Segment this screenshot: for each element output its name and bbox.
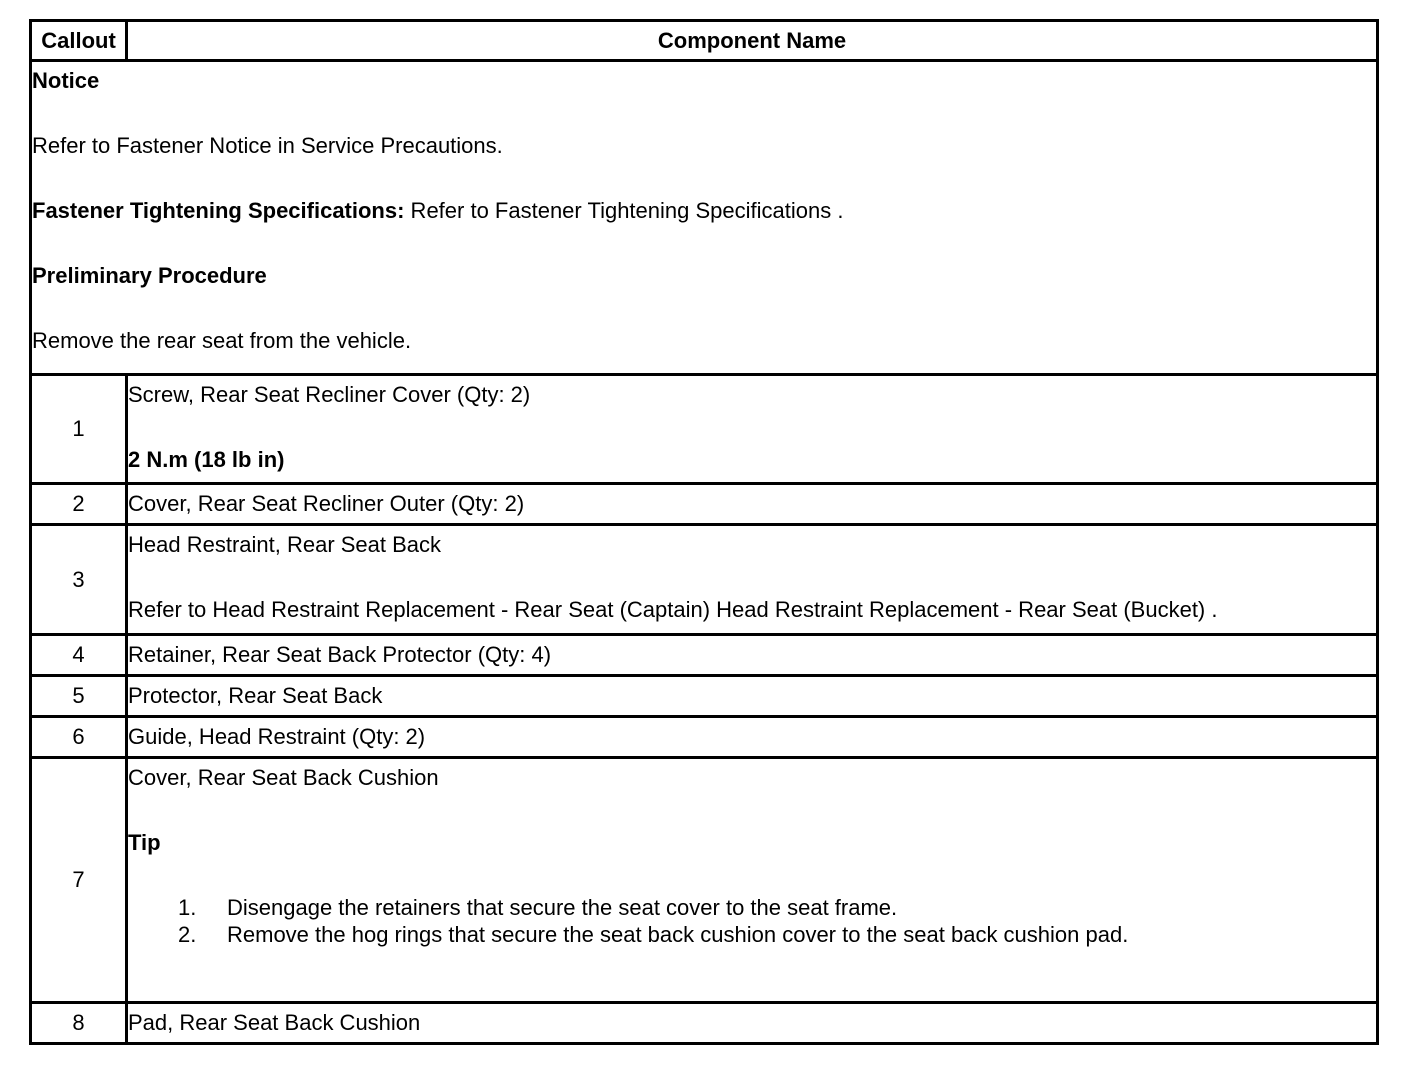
tip-steps-list: [128, 854, 1376, 946]
fastener-spec-line: [32, 157, 1376, 222]
callout-number: 7: [31, 758, 127, 1003]
header-callout: Callout: [31, 21, 127, 61]
component-cell: [127, 484, 1378, 525]
component-note: Refer to Head Restraint Replacement - Rear Seat (Captain) Head Restraint Replacement - Rear Seat (Bucket) .: [128, 597, 1218, 623]
table-row: [31, 634, 1378, 675]
component-cell: [127, 758, 1378, 1003]
callout-number: 8: [31, 1002, 127, 1043]
table-row: [31, 375, 1378, 484]
callout-number: 4: [31, 634, 127, 675]
table-row: [31, 716, 1378, 757]
fastener-spec-label: Fastener Tightening Specifications:: [32, 198, 405, 224]
table-header-row: [31, 21, 1378, 61]
component-name: Guide, Head Restraint (Qty: 2): [128, 723, 426, 749]
step-text: Remove the hog rings that secure the seat back cushion cover to the seat back cushion pad.: [227, 922, 1129, 948]
component-cell: [127, 375, 1378, 484]
notice-cell: [31, 61, 1378, 375]
component-cell: [127, 716, 1378, 757]
step-text: Disengage the retainers that secure the seat cover to the seat frame.: [227, 895, 898, 921]
fastener-spec-text: Refer to Fastener Tightening Specifications .: [404, 198, 844, 224]
component-table: [29, 19, 1379, 1045]
table-row: [31, 484, 1378, 525]
callout-number: 6: [31, 716, 127, 757]
component-name: Screw, Rear Seat Recliner Cover (Qty: 2): [128, 382, 531, 408]
header-component-name: Component Name: [127, 21, 1378, 61]
component-cell: [127, 675, 1378, 716]
component-name: Head Restraint, Rear Seat Back: [128, 532, 442, 558]
preliminary-title: Preliminary Procedure: [32, 263, 267, 289]
table-row: [31, 758, 1378, 1003]
torque-spec: 2 N.m (18 lb in): [128, 447, 285, 473]
component-name: Cover, Rear Seat Recliner Outer (Qty: 2): [128, 491, 525, 517]
notice-text: Refer to Fastener Notice in Service Precautions.: [32, 133, 503, 159]
notice-title: Notice: [32, 68, 100, 94]
component-name: Cover, Rear Seat Back Cushion: [128, 765, 439, 791]
component-name: Protector, Rear Seat Back: [128, 682, 383, 708]
list-item: [128, 924, 1376, 946]
callout-number: 1: [31, 375, 127, 484]
tip-title: Tip: [128, 830, 161, 856]
callout-number: 3: [31, 525, 127, 634]
callout-number: 5: [31, 675, 127, 716]
list-item: [128, 897, 1376, 919]
component-cell: [127, 1002, 1378, 1043]
component-name: Retainer, Rear Seat Back Protector (Qty: 4): [128, 641, 552, 667]
component-name: Pad, Rear Seat Back Cushion: [128, 1009, 421, 1035]
notice-row: [31, 61, 1378, 375]
step-number: 2.: [178, 922, 197, 948]
table-row: [31, 525, 1378, 634]
preliminary-text: Remove the rear seat from the vehicle.: [32, 328, 412, 354]
component-cell: [127, 634, 1378, 675]
step-number: 1.: [178, 895, 197, 921]
component-cell: [127, 525, 1378, 634]
table-row: [31, 675, 1378, 716]
callout-number: 2: [31, 484, 127, 525]
table-row: [31, 1002, 1378, 1043]
